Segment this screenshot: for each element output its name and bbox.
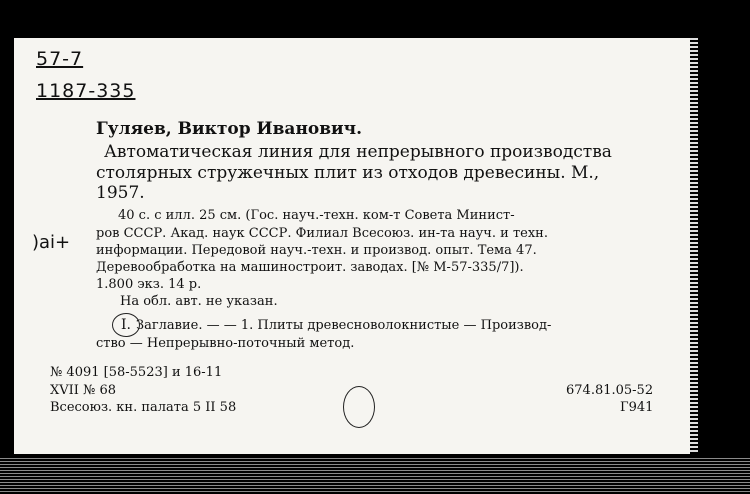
author-heading: Гуляев, Виктор Иванович. bbox=[96, 119, 363, 139]
description-line-5: 1.800 экз. 14 р. bbox=[96, 277, 202, 292]
footer-left-line-2: XVII № 68 bbox=[50, 383, 117, 398]
shelfmark-line-2: 1187-335 bbox=[36, 80, 136, 102]
subject-mark: I. bbox=[112, 313, 140, 337]
cutter-code: Г941 bbox=[620, 400, 654, 415]
description-line-3: информации. Передовой науч.-техн. и производ. опыт. Тема 47. bbox=[96, 243, 537, 258]
subject-line-2: ство — Непрерывно-поточный метод. bbox=[96, 336, 355, 351]
classification-code: 674.81.05-52 bbox=[566, 383, 654, 398]
description-line-2: ров СССР. Акад. наук СССР. Филиал Всесоюз. ин-та науч. и техн. bbox=[96, 226, 548, 241]
margin-note: )ai+ bbox=[32, 232, 71, 253]
title-line-3: 1957. bbox=[96, 183, 145, 203]
description-line-6: На обл. авт. не указан. bbox=[120, 294, 278, 309]
scan-strip bbox=[0, 456, 750, 494]
title-line-2: столярных стружечных плит из отходов древесины. М., bbox=[96, 163, 600, 183]
footer-left-line-1: № 4091 [58-5523] и 16-11 bbox=[50, 365, 223, 380]
subject-line-1: Заглавие. — — 1. Плиты древесноволокнистые — Производ- bbox=[136, 318, 552, 333]
description-line-1: 40 с. с илл. 25 см. (Гос. науч.-техн. ком-т Совета Минист- bbox=[118, 208, 515, 223]
description-line-4: Деревообработка на машиностроит. заводах. [№ М-57-335/7]). bbox=[96, 260, 524, 275]
footer-left-line-3: Всесоюз. кн. палата 5 II 58 bbox=[50, 400, 237, 415]
card-edge bbox=[690, 38, 698, 454]
shelfmark-line-1: 57-7 bbox=[36, 48, 84, 70]
title-line-1: Автоматическая линия для непрерывного производства bbox=[104, 142, 612, 162]
stamp-oval bbox=[343, 386, 375, 428]
